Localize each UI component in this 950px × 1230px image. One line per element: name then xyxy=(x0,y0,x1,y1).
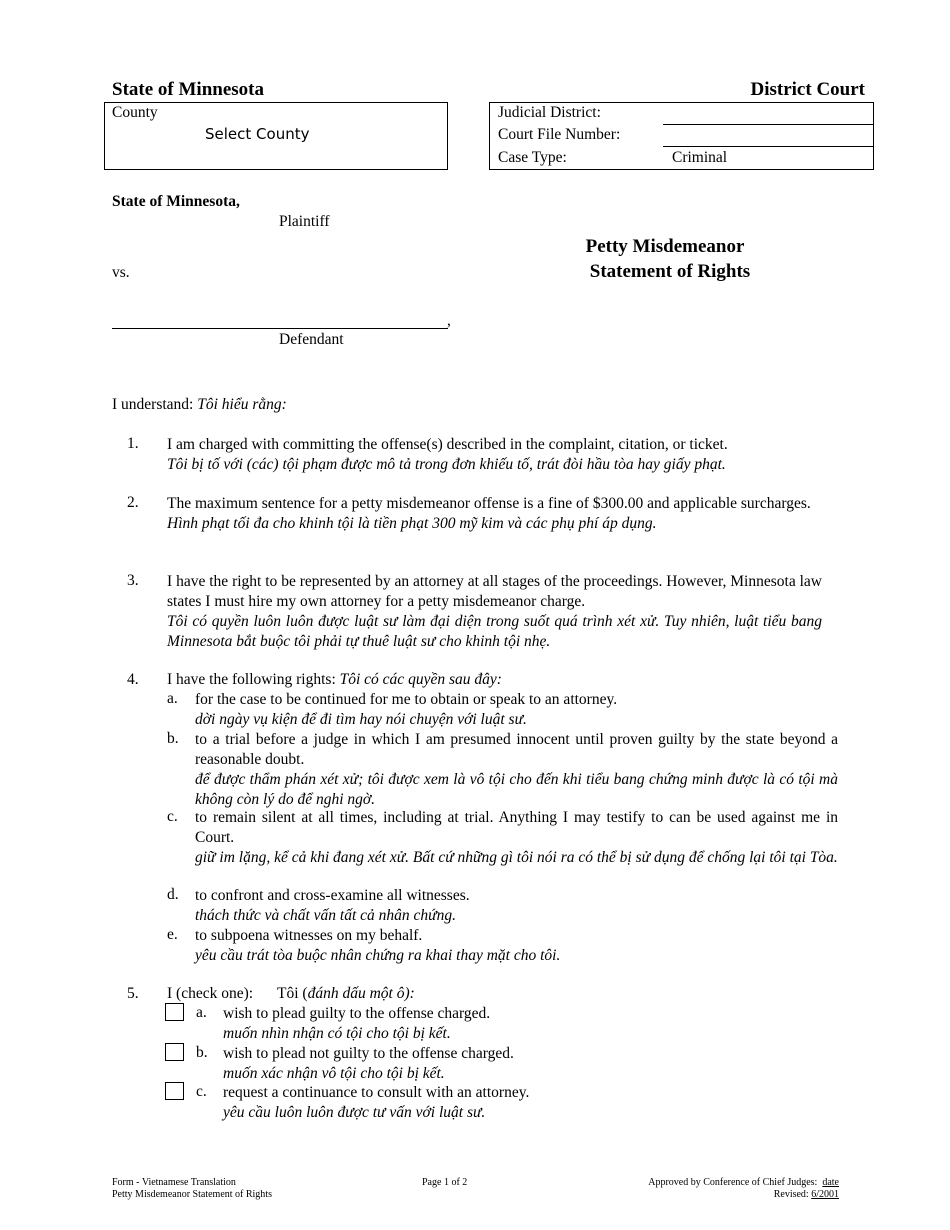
county-label: County xyxy=(112,104,158,121)
plead-not-guilty-checkbox[interactable] xyxy=(165,1043,184,1061)
item-5a xyxy=(223,1004,490,1044)
defendant-name-field[interactable] xyxy=(112,328,448,329)
item-5-number: 5. xyxy=(127,985,139,1002)
item-5c-label: c. xyxy=(196,1083,207,1100)
item-1-vi: Tôi bị tố với (các) tội phạm được mô tả trong đơn khiếu tố, trát đòi hầu tòa hay giấy phạt. xyxy=(167,456,726,473)
request-continuance-checkbox[interactable] xyxy=(165,1082,184,1100)
plead-guilty-checkbox[interactable] xyxy=(165,1003,184,1021)
item-5a-vi: muốn nhìn nhận có tội cho tội bị kết. xyxy=(223,1025,451,1042)
item-2 xyxy=(167,494,822,534)
item-4e xyxy=(195,926,838,966)
county-box xyxy=(104,102,448,170)
county-select[interactable]: Select County xyxy=(205,125,310,143)
footer-form-name: Form - Vietnamese Translation xyxy=(112,1177,236,1188)
item-1-en: I am charged with committing the offense(s) described in the complaint, citation, or ticket. xyxy=(167,436,728,453)
item-5-vi xyxy=(277,985,415,1003)
item-3 xyxy=(167,572,822,652)
item-4b-en: to a trial before a judge in which I am presumed innocent until proven guilty by the state beyond a reasonable doubt. xyxy=(195,731,838,768)
case-type-label: Case Type: xyxy=(498,149,567,166)
item-2-number: 2. xyxy=(127,494,139,511)
item-4-number: 4. xyxy=(127,671,139,688)
item-5b-label: b. xyxy=(196,1044,208,1061)
court-heading: District Court xyxy=(750,79,865,100)
item-4b-vi: để được thẩm phán xét xử; tôi được xem là vô tội cho đến khi tiểu bang chứng minh được là có tội mà không còn lý do để nghi ngờ. xyxy=(195,771,838,808)
item-4e-label: e. xyxy=(167,926,178,943)
state-heading: State of Minnesota xyxy=(112,79,264,100)
item-4b-label: b. xyxy=(167,730,179,747)
item-5b-vi: muốn xác nhận vô tội cho tội bị kết. xyxy=(223,1065,445,1082)
item-4e-en: to subpoena witnesses on my behalf. xyxy=(195,927,423,944)
item-5c-en: request a continuance to consult with an attorney. xyxy=(223,1084,530,1101)
case-info-box xyxy=(489,102,874,170)
item-3-number: 3. xyxy=(127,572,139,589)
footer-left xyxy=(112,1177,272,1201)
item-1 xyxy=(167,435,822,475)
document-title-line2: Statement of Rights xyxy=(589,261,751,282)
judicial-district-field[interactable] xyxy=(663,124,873,125)
court-file-label: Court File Number: xyxy=(498,126,621,143)
intro-vi: Tôi hiểu rằng: xyxy=(197,396,287,413)
item-4e-vi: yêu cầu trát tòa buộc nhân chứng ra khai thay mặt cho tôi. xyxy=(195,947,561,964)
intro-statement xyxy=(112,396,287,414)
item-5-vi-pre: Tôi ( xyxy=(277,985,308,1002)
item-5-en: I (check one): xyxy=(167,985,254,1002)
item-4-en: I have the following rights: xyxy=(167,671,336,688)
item-4a-vi: dời ngày vụ kiện để đi tìm hay nói chuyện với luật sư. xyxy=(195,711,527,728)
item-4c-en: to remain silent at all times, including at trial. Anything I may testify to can be used against me in Court. xyxy=(195,809,838,846)
item-4-heading xyxy=(167,671,502,689)
item-4d-vi: thách thức và chất vấn tất cả nhân chứng. xyxy=(195,907,456,924)
plaintiff-label: Plaintiff xyxy=(279,213,330,230)
judicial-district-label: Judicial District: xyxy=(498,104,601,121)
item-5c xyxy=(223,1083,529,1123)
item-5-vi-ital: đánh dấu một ô): xyxy=(307,985,415,1002)
case-type-value: Criminal xyxy=(672,149,728,166)
item-5b xyxy=(223,1044,514,1084)
footer-revised-label: Revised: xyxy=(773,1189,809,1200)
defendant-comma: , xyxy=(447,312,451,329)
item-4-vi: Tôi có các quyền sau đây: xyxy=(339,671,502,688)
document-title-line1: Petty Misdemeanor xyxy=(585,236,745,257)
footer-page-number: Page 1 of 2 xyxy=(422,1177,468,1188)
item-4d-label: d. xyxy=(167,886,179,903)
footer-approved-date: date xyxy=(822,1177,839,1188)
footer-form-title: Petty Misdemeanor Statement of Rights xyxy=(112,1189,272,1200)
item-4c-vi: giữ im lặng, kể cả khi đang xét xử. Bất cứ những gì tôi nói ra có thể bị sử dụng để chống lại tôi tại Tòa. xyxy=(195,849,838,866)
item-4a-en: for the case to be continued for me to obtain or speak to an attorney. xyxy=(195,691,618,708)
item-1-number: 1. xyxy=(127,435,139,452)
defendant-label: Defendant xyxy=(279,331,344,348)
footer-approved-label: Approved by Conference of Chief Judges: xyxy=(648,1177,818,1188)
item-4c-label: c. xyxy=(167,808,178,825)
court-file-number-field[interactable] xyxy=(663,146,873,147)
intro-en: I understand: xyxy=(112,396,194,413)
item-4d-en: to confront and cross-examine all witnesses. xyxy=(195,887,470,904)
item-3-en: I have the right to be represented by an attorney at all stages of the proceedings. However, Minnesota law states I must hire my own attorney for a petty misdemeanor charge. xyxy=(167,573,822,610)
plaintiff-name: State of Minnesota, xyxy=(112,193,240,210)
item-5a-en: wish to plead guilty to the offense charged. xyxy=(223,1005,491,1022)
item-3-vi: Tôi có quyền luôn luôn được luật sư làm đại diện trong suốt quá trình xét xử. Tuy nhiên, luật tiểu bang Minnesota bắt buộc tôi phải tự thuê luật sư cho khinh tội nhẹ. xyxy=(167,613,822,650)
item-5a-label: a. xyxy=(196,1004,207,1021)
versus-label: vs. xyxy=(112,264,130,281)
item-2-vi: Hình phạt tối đa cho khinh tội là tiền phạt 300 mỹ kim và các phụ phí áp dụng. xyxy=(167,515,657,532)
item-5b-en: wish to plead not guilty to the offense charged. xyxy=(223,1045,514,1062)
item-2-en: The maximum sentence for a petty misdemeanor offense is a fine of $300.00 and applicable surcharges. xyxy=(167,495,811,512)
footer-revised-date: 6/2001 xyxy=(811,1189,839,1200)
item-4a-label: a. xyxy=(167,690,178,707)
footer-right xyxy=(648,1177,839,1201)
item-4b xyxy=(195,730,838,810)
item-5c-vi: yêu cầu luôn luôn được tư vấn với luật sư. xyxy=(223,1104,486,1121)
item-4d xyxy=(195,886,838,926)
item-4c xyxy=(195,808,838,868)
item-4a xyxy=(195,690,838,730)
